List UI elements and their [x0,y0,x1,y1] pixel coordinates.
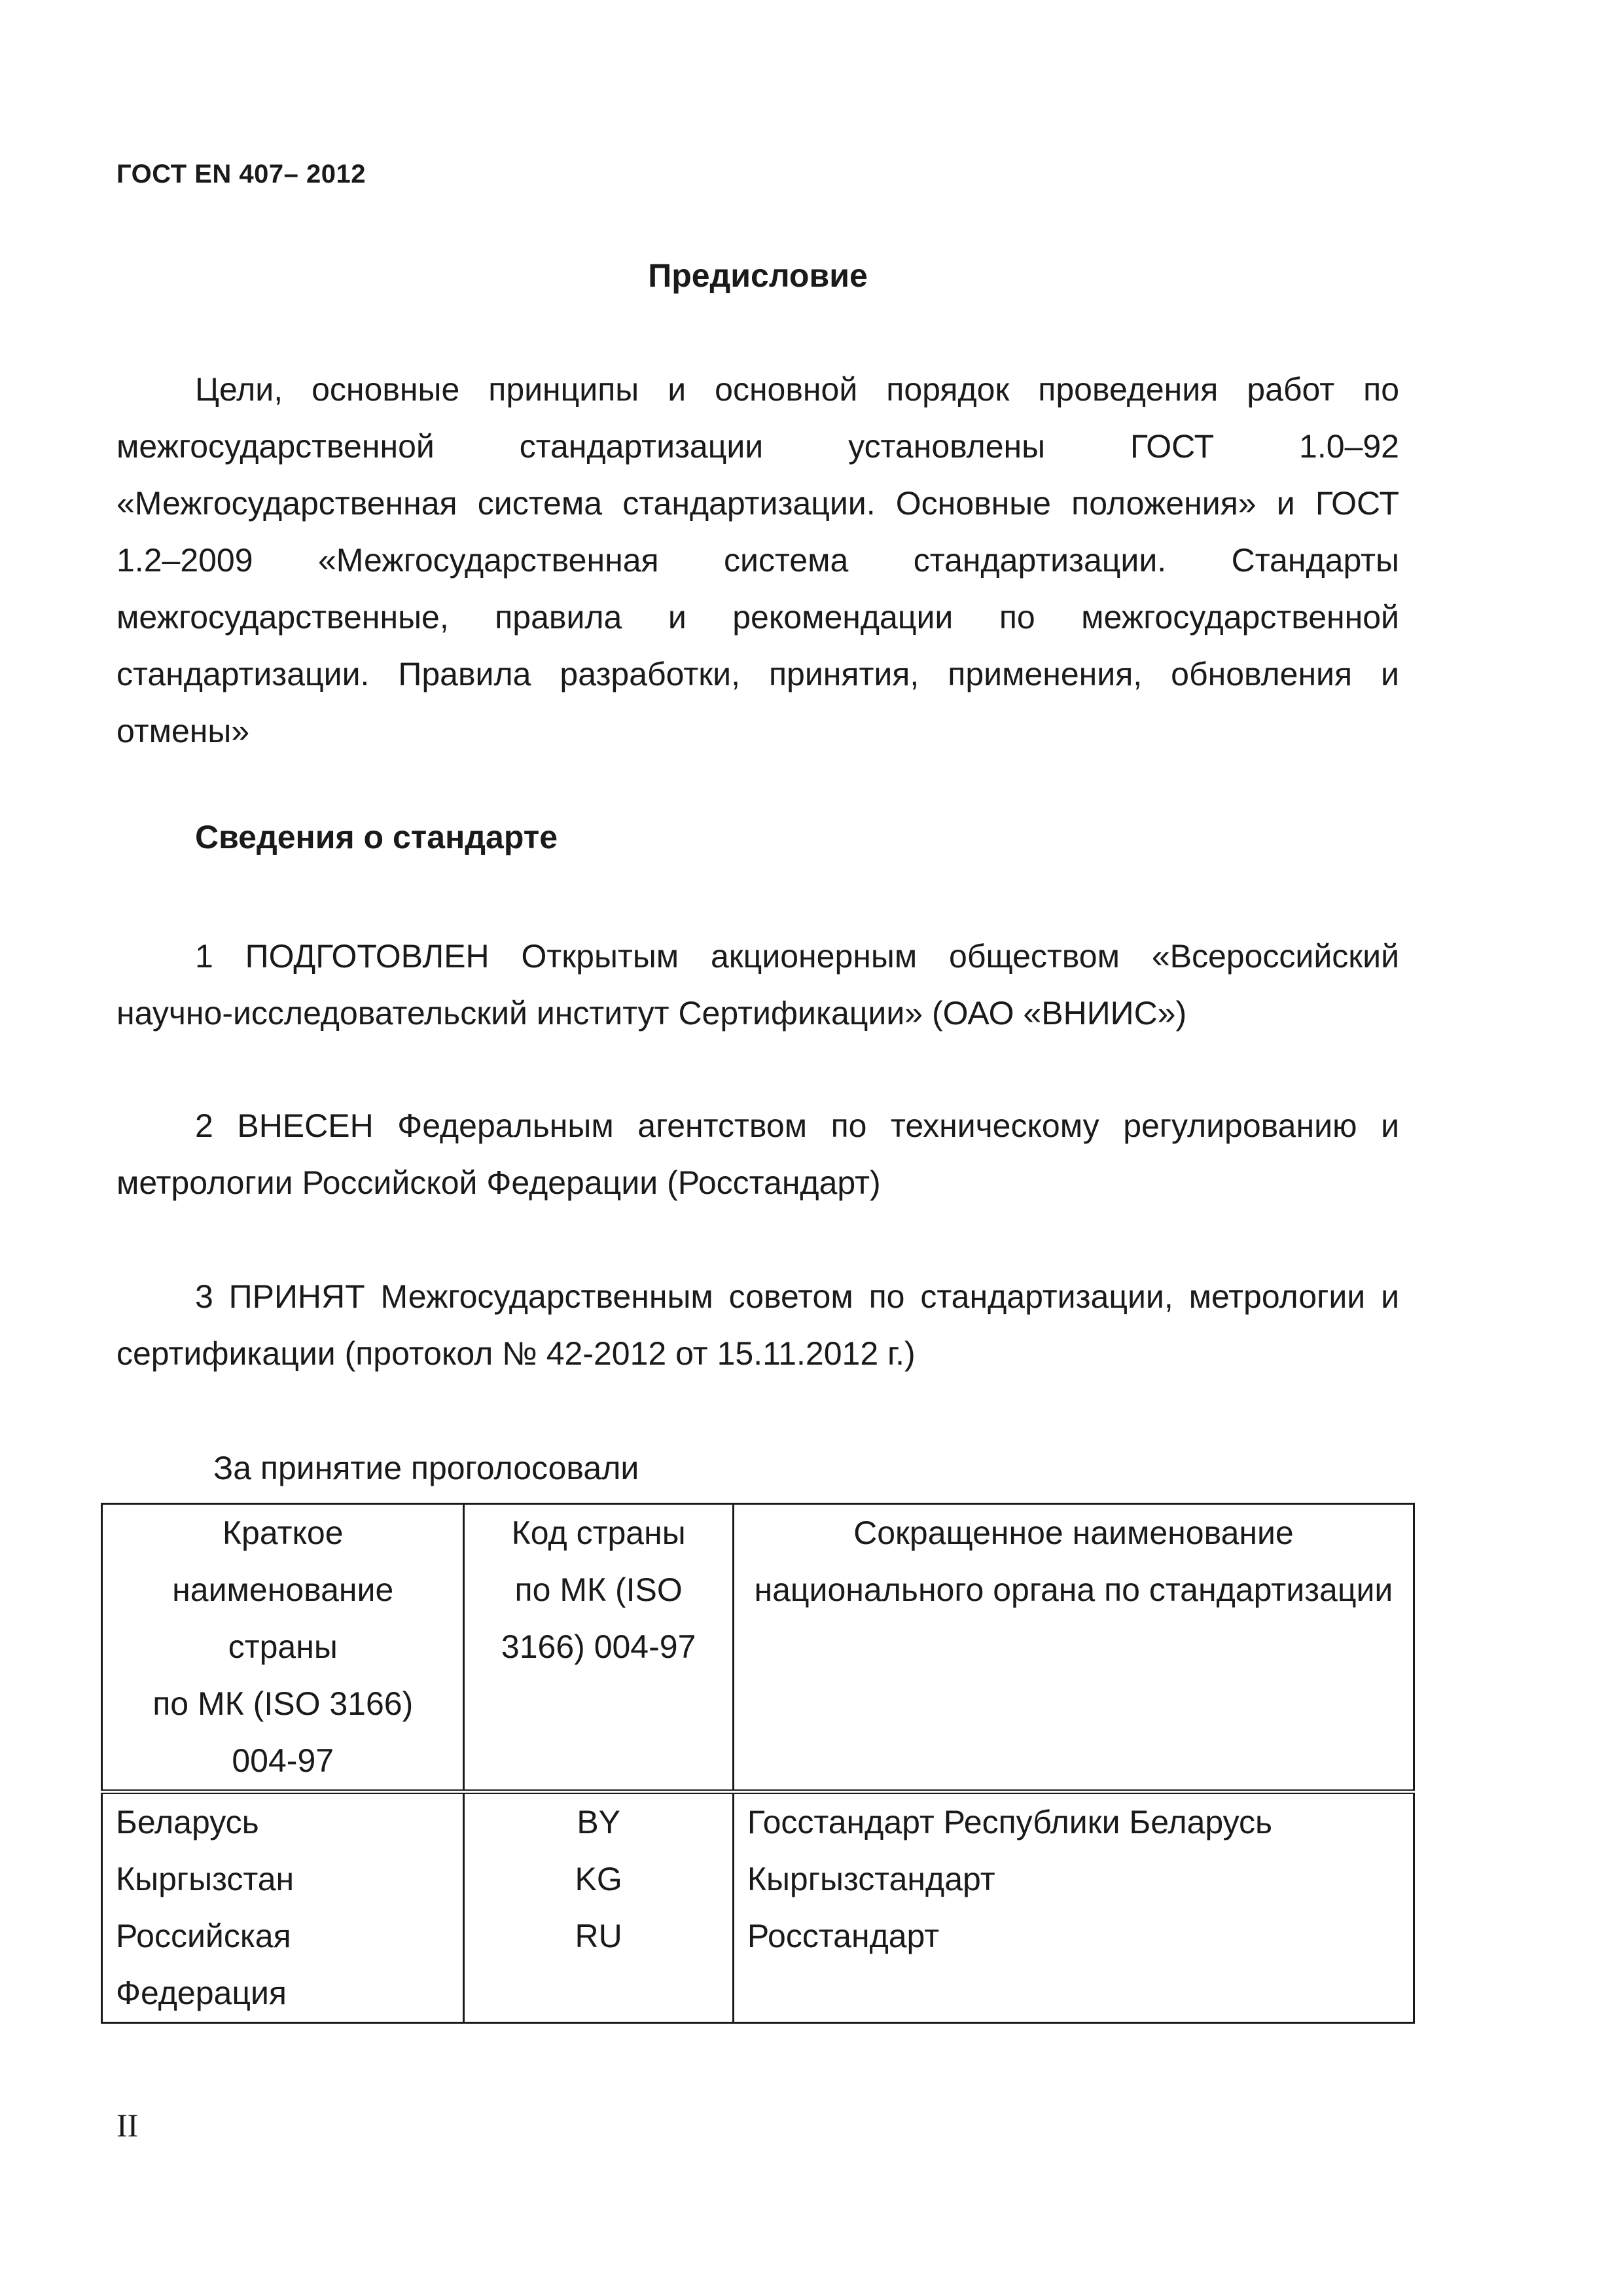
document-code: ГОСТ EN 407– 2012 [116,160,366,188]
country-codes-cell [464,1792,733,2023]
standard-info-item-submitted: 2 ВНЕСЕН Федеральным агентством по техническому регулированию и метрологии Российской Федерации (Росстандарт) [116,1107,1399,1201]
foreword-title: Предисловие [648,257,868,294]
header-line: страны [228,1628,338,1665]
header-standards-body [733,1504,1414,1792]
standard-info-item-adopted: 3 ПРИНЯТ Межгосударственным советом по стандартизации, метрологии и сертификации (протокол № 42-2012 от 15.11.2012 г.) [116,1278,1399,1372]
header-line: 004-97 [232,1742,334,1779]
header-line: по МК (ISO [514,1571,683,1608]
country-code: BY [577,1804,621,1840]
page-number: II [116,2107,139,2144]
country-name: Кыргызстан [116,1861,294,1897]
country-name: Федерация [116,1975,287,2011]
header-line: национального органа по стандартизации [754,1571,1393,1608]
voting-table [101,1503,1415,2024]
standard-info-title: Сведения о стандарте [195,819,558,855]
country-names-cell [102,1792,464,2023]
header-line: Краткое [222,1515,344,1551]
standards-body: Росстандарт [747,1918,940,1954]
header-line: наименование [172,1571,394,1608]
country-name: Российская [116,1918,291,1954]
country-code: RU [575,1918,622,1954]
table-header-row [102,1504,1414,1792]
header-line: по МК (ISO 3166) [152,1685,414,1722]
voting-caption: За принятие проголосовали [213,1450,639,1486]
header-line: Код страны [511,1515,686,1551]
header-country-code [464,1504,733,1792]
standard-info-item-prepared: 1 ПОДГОТОВЛЕН Открытым акционерным обществом «Всероссийский научно-исследовательский институт Сертификации» (ОАО «ВНИИС») [116,938,1399,1031]
standards-body: Госстандарт Республики Беларусь [747,1804,1273,1840]
standards-bodies-cell [733,1792,1414,2023]
table-row [102,1792,1414,2023]
header-line: Сокращенное наименование [853,1515,1294,1551]
header-country-name [102,1504,464,1792]
country-name: Беларусь [116,1804,259,1840]
country-code: KG [575,1861,622,1897]
standards-body: Кыргызстандарт [747,1861,995,1897]
foreword-paragraph: Цели, основные принципы и основной порядок проведения работ по межгосударственной стандартизации установлены ГОСТ 1.0–92 «Межгосударственная система стандартизации. Основные положения» и ГОСТ 1.2–2009 «Межгосударственная система стандартизации. Стандарты межгосударственные, правила и рекомендации по межгосударственной стандартизации. Правила разработки, принятия, применения, обновления и отмены» [116,371,1399,749]
header-line: 3166) 004-97 [501,1628,696,1665]
